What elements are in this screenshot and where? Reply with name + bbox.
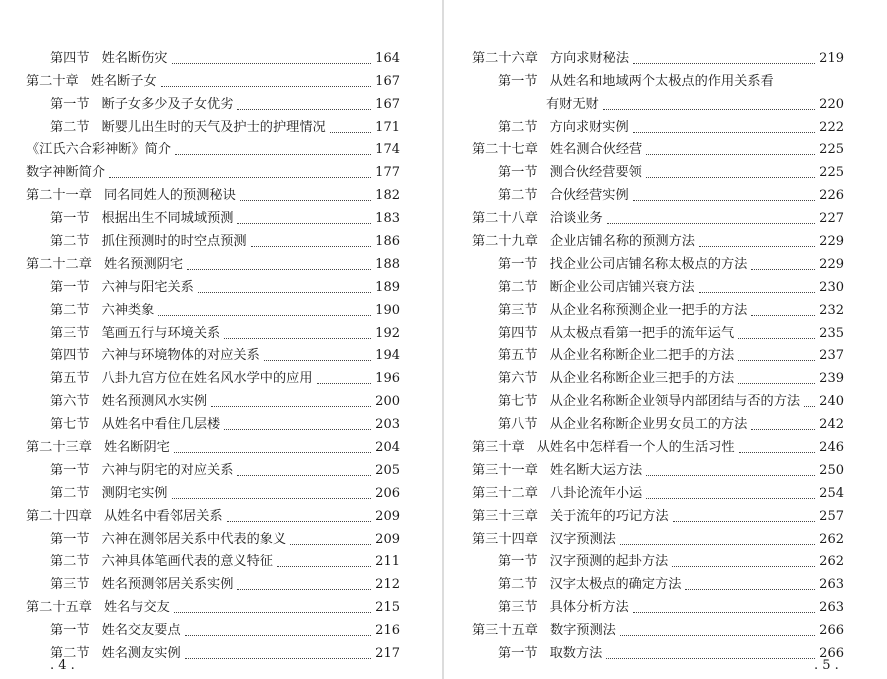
toc-entry-title: 姓名断大运方法 <box>549 462 643 478</box>
toc-section-entry <box>472 410 844 433</box>
toc-leader-dots <box>646 153 815 155</box>
toc-section-entry <box>26 548 400 571</box>
toc-entry-label: 第五节 <box>498 348 538 364</box>
toc-entry-title: 断企业公司店铺兴衰方法 <box>549 279 695 295</box>
toc-entry-label: 第二节 <box>50 554 90 570</box>
toc-entry-title: 方向求财秘法 <box>549 50 630 66</box>
toc-entry-title: 抓住预测时的时空点预测 <box>101 234 247 250</box>
toc-entry-label: 第一节 <box>50 96 90 112</box>
toc-entry-title: 取数方法 <box>549 646 603 662</box>
toc-entry-page: 246 <box>819 440 844 456</box>
toc-leader-dots <box>751 428 815 430</box>
toc-entry-page: 190 <box>375 302 400 318</box>
toc-entry-title: 八卦九宫方位在姓名风水学中的应用 <box>101 371 313 387</box>
toc-section-entry <box>472 319 844 342</box>
toc-entry-title: 方向求财实例 <box>549 119 629 135</box>
toc-entry-label: 第二十三章 <box>26 440 92 456</box>
toc-leader-dots <box>633 131 815 133</box>
toc-section-entry <box>472 342 844 365</box>
toc-entry-title: 同名同姓人的预测秘诀 <box>103 188 236 204</box>
toc-entry-label: 第三十一章 <box>472 462 538 478</box>
toc-leader-dots <box>699 245 815 247</box>
toc-entry-title: 姓名预测邻居关系实例 <box>101 577 234 593</box>
toc-entry-label: 第二节 <box>50 302 90 318</box>
toc-entry-label: 第一节 <box>498 554 538 570</box>
toc-leader-dots <box>172 62 372 64</box>
toc-chapter-entry <box>26 181 400 204</box>
toc-leader-dots <box>174 451 371 453</box>
toc-entry-title: 六神具体笔画代表的意义特征 <box>101 554 273 570</box>
toc-entry-label: 第四节 <box>498 325 538 341</box>
toc-section-entry <box>472 181 844 204</box>
toc-section-entry <box>26 387 400 410</box>
toc-entry-title: 姓名断阴宅 <box>103 440 170 456</box>
toc-entry-label: 第八节 <box>498 417 538 433</box>
toc-chapter-entry <box>26 250 400 273</box>
toc-entry-title: 《江氏六合彩神断》简介 <box>26 142 172 158</box>
toc-section-entry <box>26 342 400 365</box>
toc-entry-title: 根据出生不同城域预测 <box>101 211 234 227</box>
toc-entry-page: 216 <box>375 623 400 639</box>
toc-section-entry <box>26 273 400 296</box>
toc-entry-title: 从企业名称预测企业一把手的方法 <box>549 302 748 318</box>
toc-entry-title: 从姓名和地域两个太极点的作用关系看 <box>549 73 774 89</box>
toc-entry-label: 第二节 <box>50 119 90 135</box>
toc-entry-label: 第三十五章 <box>472 623 538 639</box>
toc-entry-title: 有财无财 <box>546 96 599 112</box>
toc-entry-title: 汉字预测法 <box>549 531 616 547</box>
toc-leader-dots <box>603 108 815 110</box>
toc-leader-dots <box>699 291 816 293</box>
toc-entry-title: 六神与环境物体的对应关系 <box>101 348 260 364</box>
toc-section-entry <box>472 113 844 136</box>
toc-entry-label: 第三十三章 <box>472 508 538 524</box>
toc-section-entry <box>26 410 400 433</box>
toc-left <box>26 44 400 662</box>
toc-entry-label: 第二十七章 <box>472 142 538 158</box>
toc-section-entry <box>472 67 844 90</box>
toc-entry-title: 笔画五行与环境关系 <box>101 325 221 341</box>
toc-entry-label: 第二十八章 <box>472 211 538 227</box>
toc-leader-dots <box>237 108 371 110</box>
toc-leader-dots <box>739 451 816 453</box>
toc-section-entry <box>472 158 844 181</box>
toc-entry-label: 第三节 <box>50 577 90 593</box>
toc-leader-dots <box>738 382 815 384</box>
toc-leader-dots <box>175 153 371 155</box>
toc-entry-page: 229 <box>819 256 844 272</box>
toc-entry-title: 企业店铺名称的预测方法 <box>549 234 695 250</box>
toc-leader-dots <box>673 520 816 522</box>
toc-entry-title: 从姓名中看邻居关系 <box>103 508 223 524</box>
toc-entry-title: 姓名预测风水实例 <box>101 394 208 410</box>
toc-leader-dots <box>240 199 371 201</box>
toc-chapter-entry <box>472 525 844 548</box>
page-number-left: . 4 . <box>50 658 75 673</box>
toc-entry-label: 第一节 <box>498 256 538 272</box>
toc-entry-page: 229 <box>819 234 844 250</box>
toc-chapter-entry <box>472 502 844 525</box>
toc-leader-dots <box>109 176 371 178</box>
toc-chapter-entry <box>26 433 400 456</box>
toc-entry-title: 姓名与交友 <box>103 600 170 616</box>
toc-leader-dots <box>606 657 815 659</box>
toc-entry-page: 211 <box>375 554 400 570</box>
toc-entry-page: 226 <box>819 188 844 204</box>
toc-entry-page: 209 <box>375 531 400 547</box>
toc-section-entry <box>472 639 844 662</box>
toc-section-entry <box>26 227 400 250</box>
toc-leader-dots <box>672 565 815 567</box>
toc-entry-page: 174 <box>375 142 400 158</box>
toc-entry <box>26 136 400 159</box>
toc-entry-label: 第七节 <box>50 417 90 433</box>
toc-section-entry <box>472 593 844 616</box>
toc-entry-title: 从姓名中怎样看一个人的生活习性 <box>536 440 735 456</box>
toc-entry-title: 从太极点看第一把手的流年运气 <box>549 325 735 341</box>
toc-entry-page: 239 <box>819 371 844 387</box>
toc-entry-page: 167 <box>375 73 400 89</box>
toc-entry-page: 232 <box>819 302 844 318</box>
toc-entry-page: 188 <box>375 256 400 272</box>
toc-entry-page: 164 <box>375 50 400 66</box>
toc-leader-dots <box>620 543 815 545</box>
toc-entry-page: 205 <box>375 462 400 478</box>
toc-entry-page: 250 <box>819 462 844 478</box>
toc-entry-page: 194 <box>375 348 400 364</box>
toc-entry-label: 第三十二章 <box>472 485 538 501</box>
toc-entry-title: 合伙经营实例 <box>549 188 629 204</box>
toc-leader-dots <box>317 382 372 384</box>
toc-leader-dots <box>172 497 372 499</box>
toc-entry-page: 254 <box>819 485 844 501</box>
toc-entry-page: 262 <box>819 531 844 547</box>
toc-chapter-entry <box>472 433 844 456</box>
toc-entry-page: 200 <box>375 394 400 410</box>
toc-chapter-entry <box>26 593 400 616</box>
toc-leader-dots <box>187 268 371 270</box>
toc-section-entry <box>472 273 844 296</box>
toc-entry-label: 第五节 <box>50 371 90 387</box>
toc-section-entry <box>26 296 400 319</box>
toc-leader-dots <box>237 474 371 476</box>
toc-entry-title: 姓名预测阴宅 <box>103 256 184 272</box>
toc-entry-page: 209 <box>375 508 400 524</box>
toc-entry-page: 186 <box>375 234 400 250</box>
toc-entry-page: 167 <box>375 96 400 112</box>
toc-leader-dots <box>751 268 815 270</box>
toc-entry-label: 第二节 <box>498 279 538 295</box>
toc-section-entry <box>26 456 400 479</box>
toc-entry-title: 测合伙经营要领 <box>549 165 642 181</box>
toc-entry-title: 具体分析方法 <box>549 600 629 616</box>
toc-entry-page: 217 <box>375 646 400 662</box>
toc-chapter-entry <box>26 67 400 90</box>
toc-entry-title: 姓名测友实例 <box>101 646 181 662</box>
toc-entry-title: 数字神断简介 <box>26 165 106 181</box>
toc-entry-label: 第二节 <box>50 234 90 250</box>
toc-entry-label: 第一节 <box>50 531 90 547</box>
toc-entry-page: 183 <box>375 211 400 227</box>
toc-section-entry <box>26 479 400 502</box>
toc-chapter-entry <box>472 616 844 639</box>
toc-entry-label: 第二十九章 <box>472 234 538 250</box>
toc-entry-page: 192 <box>375 325 400 341</box>
toc-leader-dots <box>237 588 371 590</box>
toc-chapter-entry <box>472 136 844 159</box>
toc-entry-label: 第二节 <box>50 646 90 662</box>
toc-entry-title: 测阴宅实例 <box>101 485 168 501</box>
toc-entry-page: 171 <box>375 119 400 135</box>
toc-leader-dots <box>330 131 371 133</box>
toc-chapter-entry <box>472 204 844 227</box>
toc-entry-label: 第一节 <box>50 279 90 295</box>
toc-entry-page: 242 <box>819 417 844 433</box>
toc-entry-page: 220 <box>819 96 844 112</box>
toc-section-entry <box>26 616 400 639</box>
toc-entry-title: 从企业名称断企业三把手的方法 <box>549 371 735 387</box>
toc-leader-dots <box>277 565 371 567</box>
toc-entry-label: 第二节 <box>498 119 538 135</box>
toc-entry-label: 第二节 <box>498 188 538 204</box>
toc-leader-dots <box>237 222 371 224</box>
toc-entry-page: 189 <box>375 279 400 295</box>
toc-entry-label: 第一节 <box>498 646 538 662</box>
toc-entry-page: 212 <box>375 577 400 593</box>
toc-leader-dots <box>264 359 371 361</box>
toc-chapter-entry <box>472 479 844 502</box>
toc-entry-label: 第三节 <box>50 325 90 341</box>
toc-leader-dots <box>804 405 815 407</box>
toc-entry-page: 204 <box>375 440 400 456</box>
toc-entry-title: 找企业公司店铺名称太极点的方法 <box>549 256 748 272</box>
toc-entry-label: 第四节 <box>50 50 90 66</box>
toc-entry-label: 第二节 <box>498 577 538 593</box>
toc-leader-dots <box>738 337 815 339</box>
toc-entry-label: 第四节 <box>50 348 90 364</box>
toc-entry-page: 235 <box>819 325 844 341</box>
toc-entry-title: 数字预测法 <box>549 623 616 639</box>
toc-entry-label: 第六节 <box>498 371 538 387</box>
toc-section-entry <box>472 250 844 273</box>
toc-leader-dots <box>646 474 815 476</box>
right-page <box>444 0 887 679</box>
toc-leader-dots <box>633 199 815 201</box>
toc-entry-label: 第二十一章 <box>26 188 92 204</box>
toc-leader-dots <box>633 611 815 613</box>
toc-right <box>472 44 844 662</box>
toc-section-entry <box>472 548 844 571</box>
toc-entry-title: 关于流年的巧记方法 <box>549 508 669 524</box>
toc-section-entry <box>472 570 844 593</box>
toc-entry-page: 225 <box>819 142 844 158</box>
toc-leader-dots <box>290 543 371 545</box>
toc-entry-page: 263 <box>819 600 844 616</box>
toc-entry-label: 第一节 <box>498 165 538 181</box>
toc-entry-page: 225 <box>819 165 844 181</box>
toc-entry-page: 257 <box>819 508 844 524</box>
toc-entry-page: 227 <box>819 211 844 227</box>
toc-leader-dots <box>607 222 815 224</box>
toc-entry-label: 第二十六章 <box>472 50 538 66</box>
toc-leader-dots <box>227 520 372 522</box>
toc-entry-label: 第二节 <box>50 485 90 501</box>
toc-entry-page: 237 <box>819 348 844 364</box>
toc-entry-page: 203 <box>375 417 400 433</box>
toc-entry-title: 断子女多少及子女优劣 <box>101 96 234 112</box>
toc-chapter-entry <box>472 456 844 479</box>
toc-entry-label: 第七节 <box>498 394 538 410</box>
toc-section-entry <box>26 319 400 342</box>
toc-entry-title: 姓名断子女 <box>90 73 157 89</box>
toc-entry-page: 266 <box>819 623 844 639</box>
toc-entry-label: 第三节 <box>498 600 538 616</box>
toc-leader-dots <box>224 337 371 339</box>
toc-entry-page: 196 <box>375 371 400 387</box>
toc-section-entry <box>26 525 400 548</box>
toc-entry-label: 第一节 <box>50 623 90 639</box>
toc-section-entry <box>26 364 400 387</box>
toc-entry-page: 230 <box>819 279 844 295</box>
toc-entry-page: 263 <box>819 577 844 593</box>
toc-entry-title: 洽谈业务 <box>549 211 603 227</box>
toc-entry-title: 姓名测合伙经营 <box>549 142 643 158</box>
toc-entry-label: 第三十章 <box>472 440 525 456</box>
toc-entry-label: 第一节 <box>50 211 90 227</box>
toc-leader-dots <box>174 611 371 613</box>
toc-entry-title: 六神在测邻居关系中代表的象义 <box>101 531 287 547</box>
toc-entry <box>26 158 400 181</box>
toc-section-entry <box>26 44 400 67</box>
toc-entry-page: 219 <box>819 50 844 66</box>
toc-entry-page: 206 <box>375 485 400 501</box>
toc-leader-dots <box>224 428 371 430</box>
toc-chapter-entry <box>26 502 400 525</box>
toc-section-entry <box>472 90 844 113</box>
toc-entry-title: 从企业名称断企业领导内部团结与否的方法 <box>549 394 801 410</box>
toc-entry-title: 断婴儿出生时的天气及护士的护理情况 <box>101 119 326 135</box>
toc-leader-dots <box>646 497 815 499</box>
toc-entry-title: 汉字太极点的确定方法 <box>549 577 682 593</box>
toc-leader-dots <box>211 405 371 407</box>
toc-entry-title: 八卦论流年小运 <box>549 485 643 501</box>
toc-section-entry <box>472 387 844 410</box>
toc-entry-page: 182 <box>375 188 400 204</box>
toc-entry-title: 六神与阳宅关系 <box>101 279 194 295</box>
toc-entry-label: 第一节 <box>50 462 90 478</box>
toc-entry-page: 177 <box>375 165 400 181</box>
toc-entry-label: 第三十四章 <box>472 531 538 547</box>
page-number-right: . 5 . <box>814 658 839 673</box>
toc-leader-dots <box>158 314 371 316</box>
toc-leader-dots <box>646 176 815 178</box>
toc-leader-dots <box>633 62 815 64</box>
toc-leader-dots <box>198 291 371 293</box>
toc-section-entry <box>26 570 400 593</box>
toc-entry-page: 240 <box>819 394 844 410</box>
toc-entry-title: 从企业名称断企业男女员工的方法 <box>549 417 748 433</box>
toc-entry-title: 六神与阴宅的对应关系 <box>101 462 234 478</box>
toc-entry-label: 第二十四章 <box>26 508 92 524</box>
toc-entry-page: 266 <box>819 646 844 662</box>
toc-entry-title: 从姓名中看住几层楼 <box>101 417 221 433</box>
toc-section-entry <box>26 639 400 662</box>
toc-section-entry <box>26 90 400 113</box>
toc-entry-label: 第六节 <box>50 394 90 410</box>
toc-entry-label: 第一节 <box>498 73 538 89</box>
toc-section-entry <box>26 204 400 227</box>
toc-entry-label: 第二十章 <box>26 73 79 89</box>
toc-entry-title: 姓名交友要点 <box>101 623 181 639</box>
toc-section-entry <box>472 364 844 387</box>
toc-entry-page: 222 <box>819 119 844 135</box>
toc-section-entry <box>26 113 400 136</box>
toc-leader-dots <box>685 588 815 590</box>
toc-leader-dots <box>738 359 815 361</box>
left-page <box>0 0 443 679</box>
toc-chapter-entry <box>472 227 844 250</box>
toc-leader-dots <box>620 634 815 636</box>
toc-leader-dots <box>161 85 371 87</box>
toc-entry-label: 第二十五章 <box>26 600 92 616</box>
toc-entry-title: 汉字预测的起卦方法 <box>549 554 669 570</box>
toc-chapter-entry <box>472 44 844 67</box>
toc-entry-title: 姓名断伤灾 <box>101 50 168 66</box>
toc-leader-dots <box>185 657 371 659</box>
toc-leader-dots <box>185 634 371 636</box>
toc-entry-page: 262 <box>819 554 844 570</box>
toc-entry-title: 六神类象 <box>101 302 155 318</box>
toc-entry-label: 第二十二章 <box>26 256 92 272</box>
toc-entry-label: 第三节 <box>498 302 538 318</box>
toc-entry-page: 215 <box>375 600 400 616</box>
toc-leader-dots <box>251 245 372 247</box>
toc-leader-dots <box>751 314 815 316</box>
toc-section-entry <box>472 296 844 319</box>
toc-entry-title: 从企业名称断企业二把手的方法 <box>549 348 735 364</box>
